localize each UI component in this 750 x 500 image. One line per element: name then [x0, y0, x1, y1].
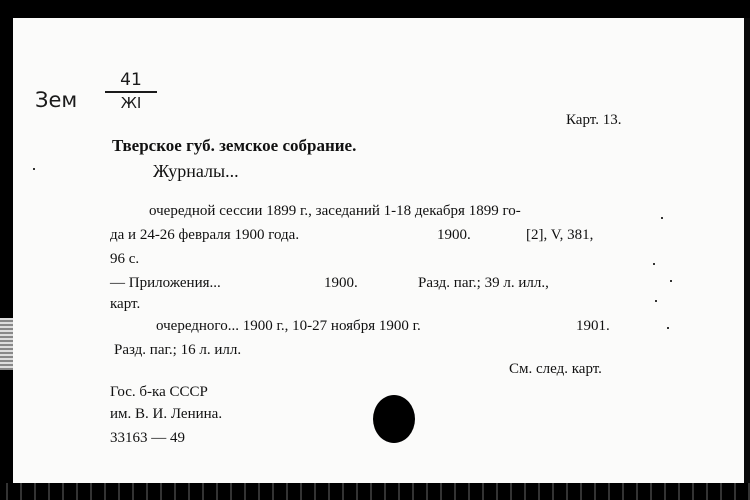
handwritten-denominator: ЖI — [120, 94, 142, 112]
speck — [655, 300, 657, 302]
library-name: им. В. И. Ленина. — [110, 406, 223, 422]
entry-pagination: [2], V, 381, — [526, 227, 594, 243]
card-subtitle: Журналы... — [153, 161, 239, 181]
library-code: 33163 — 49 — [110, 430, 185, 446]
catalog-card — [13, 18, 744, 483]
card-title: Тверское губ. земское собрание. — [112, 136, 357, 155]
speck — [670, 280, 672, 282]
speck — [667, 327, 669, 329]
appendix-line: — Приложения... — [110, 275, 221, 291]
entry-pagination: Разд. паг.; 16 л. илл. — [114, 342, 242, 358]
fraction-bar — [105, 91, 157, 93]
scan-edge — [0, 483, 750, 500]
handwritten-word: Зем — [35, 88, 78, 112]
speck — [33, 168, 35, 170]
handwritten-numerator: 41 — [120, 70, 142, 90]
handwritten-fraction — [105, 70, 157, 112]
scan-edge — [744, 18, 750, 483]
entry-line: очередной сессии 1899 г., заседаний 1-18 декабря 1899 го- — [149, 203, 521, 219]
entry-line: 96 с. — [110, 251, 140, 267]
entry-year: 1901. — [576, 318, 610, 334]
punch-hole — [373, 395, 415, 443]
see-next-card: См. след. карт. — [509, 361, 602, 377]
entry-line: очередного... 1900 г., 10-27 ноября 1900 г. — [156, 318, 421, 334]
library-name: Гос. б-ка СССР — [110, 384, 208, 400]
entry-line: да и 24-26 февраля 1900 года. — [110, 227, 300, 243]
entry-year: 1900. — [437, 227, 471, 243]
appendix-line: карт. — [110, 296, 141, 312]
speck — [661, 217, 663, 219]
appendix-year: 1900. — [324, 275, 358, 291]
card-number: Карт. 13. — [566, 112, 622, 128]
speck — [653, 263, 655, 265]
scan-edge — [0, 318, 13, 370]
appendix-pagination: Разд. паг.; 39 л. илл., — [418, 275, 549, 291]
